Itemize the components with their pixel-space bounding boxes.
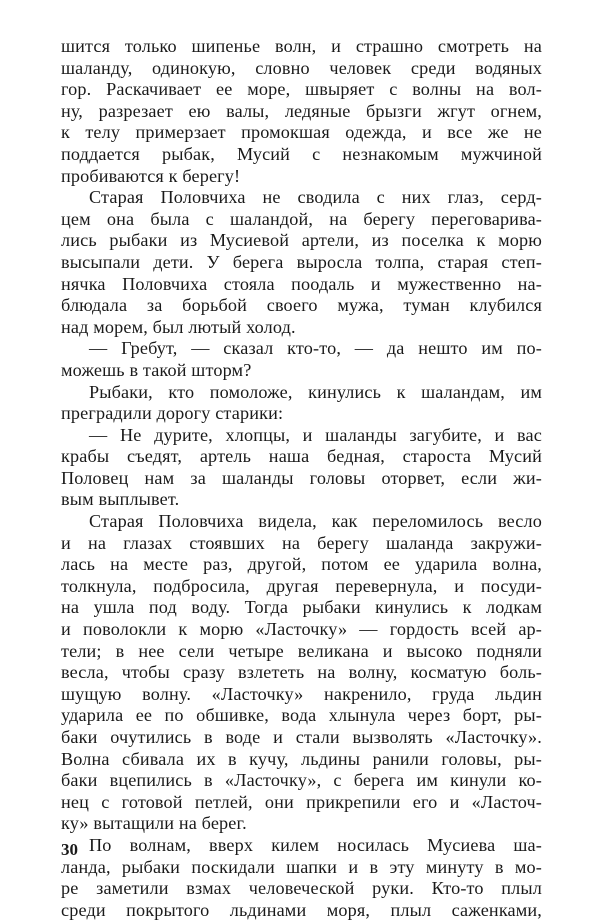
text-line: баки вцепились в «Ласточку», с берега им кинули ко- xyxy=(61,770,542,791)
text-line: блюдала за борьбой своего мужа, туман клубился xyxy=(61,295,542,316)
text-line: весла, чтобы сразу взлететь на волну, косматую боль- xyxy=(61,662,542,683)
text-line: поддается рыбак, Мусий с незнакомым мужчиной xyxy=(61,143,542,164)
text-line: ланда, рыбаки поскидали шапки и в эту минуту в мо- xyxy=(61,856,542,877)
text-line: шится только шипенье волн, и страшно смотреть на xyxy=(61,36,542,56)
text-line: Старая Половчиха не сводила с них глаз, серд- xyxy=(89,187,542,208)
text-line: к телу примерзает промокшая одежда, и все же не xyxy=(61,122,542,143)
text-line: Половец нам за шаланды головы оторвет, если жи- xyxy=(61,467,542,488)
text-line: По волнам, вверх килем носилась Мусиева ша- xyxy=(89,834,542,855)
text-line: и на глазах стоявших на берегу шаланда закружи- xyxy=(61,532,542,553)
text-line: ну, разрезает ею валы, ледяные брызги жгут огнем, xyxy=(61,100,542,121)
text-line: вым выплывет. xyxy=(61,489,180,510)
page-number: 30 xyxy=(61,840,78,859)
text-line: толкнула, подбросила, другая перевернула, и посуди- xyxy=(61,575,542,596)
text-line: можешь в такой шторм? xyxy=(61,359,252,380)
text-line: шущую волну. «Ласточку» накренило, груда льдин xyxy=(61,683,542,704)
text-line: нец с готовой петлей, они прикрепили его и «Ласточ- xyxy=(61,791,542,812)
text-line: Старая Половчиха видела, как переломилось весло xyxy=(89,511,542,532)
text-line: лась на месте раз, другой, потом ее ударила волна, xyxy=(61,554,542,575)
text-line: гор. Раскачивает ее море, швыряет с волны на вол- xyxy=(61,79,542,100)
text-line: баки очутились в воде и стали вызволять «Ласточку». xyxy=(61,727,542,747)
text-line: тели; в нее сели четыре великана и высоко подняли xyxy=(61,640,542,661)
text-line: лись рыбаки из Мусиевой артели, из поселка к морю xyxy=(61,230,542,251)
text-line: высыпали дети. У берега выросла толпа, старая степ- xyxy=(61,251,542,272)
text-line: шаланду, одинокую, словно человек среди водяных xyxy=(61,57,542,78)
page-body xyxy=(61,36,542,921)
text-line: — Гребут, — сказал кто-то, — да нешто им по- xyxy=(89,338,542,359)
text-line: цем она была с шаландой, на берегу переговарива- xyxy=(61,208,542,229)
text-line: — Не дурите, хлопцы, и шаланды загубите, и вас xyxy=(89,424,542,445)
text-line: ре заметили взмах человеческой руки. Кто-то плыл xyxy=(61,878,542,899)
text-line: Волна сбивала их в кучу, льдины ранили головы, ры- xyxy=(61,748,542,769)
text-line: ударила ее по обшивке, вода хлынула через борт, ры- xyxy=(61,705,542,726)
text-line: среди покрытого льдинами моря, плыл саженками, xyxy=(61,899,542,920)
text-line: на ушла под воду. Тогда рыбаки кинулись к лодкам xyxy=(61,597,542,618)
text-line: преградили дорогу старики: xyxy=(61,403,284,424)
text-line: и поволокли к морю «Ласточку» — гордость всей ар- xyxy=(61,619,542,640)
text-line: пробиваются к берегу! xyxy=(61,165,241,186)
text-line: нячка Половчиха стояла поодаль и мужественно на- xyxy=(61,273,542,294)
text-line: Рыбаки, кто помоложе, кинулись к шаландам, им xyxy=(89,381,542,402)
text-line: крабы съедят, артель наша бедная, староста Мусий xyxy=(61,446,542,467)
text-line: ку» вытащили на берег. xyxy=(61,813,247,834)
text-line: над морем, был лютый холод. xyxy=(61,316,296,337)
